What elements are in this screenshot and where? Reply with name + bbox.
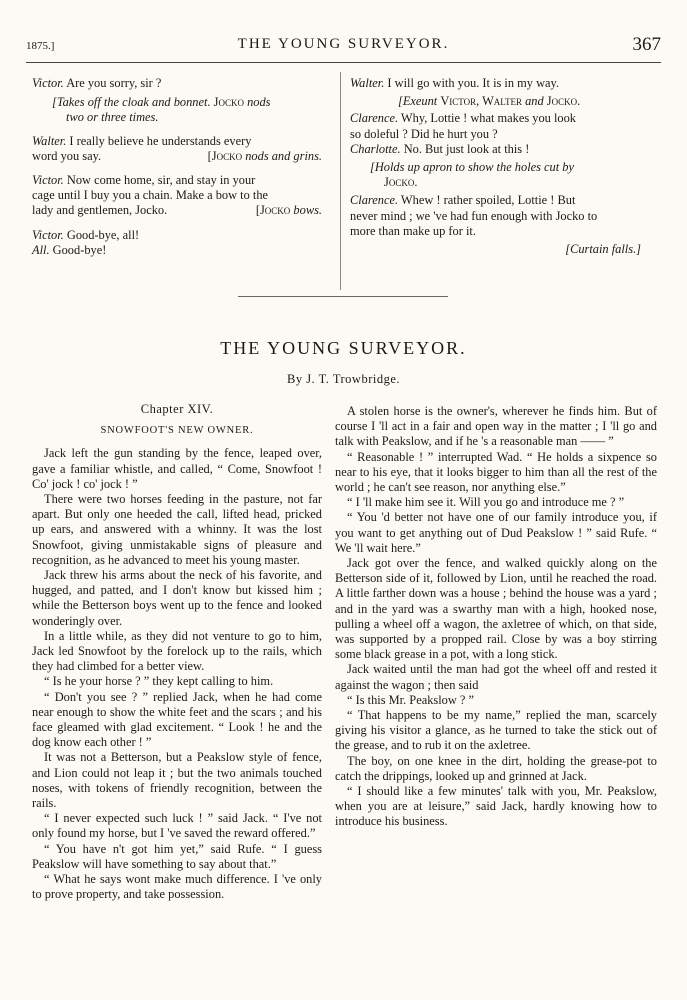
story-paragraph: “ I 'll make him see it. Will you go and introduce me ? ”	[347, 495, 625, 510]
play-line: Walter. I really believe he understands every	[32, 133, 252, 148]
chapter-number: Chapter XIV.	[140, 402, 214, 416]
story-paragraphs-right	[335, 404, 657, 830]
play-line: Walter. I will go with you. It is in my way.	[350, 76, 560, 90]
story-paragraph: “ I never expected such luck ! ” said Jack. “ I've not only found my horse, but I 've saved the reward offered.”	[32, 811, 322, 841]
story-paragraph: In a little while, as they did not venture to go to him, Jack led Snowfoot by the forelock up to the rails, which they had climbed for a better view.	[32, 628, 322, 674]
speaker-name: Clarence.	[350, 111, 399, 126]
play-line: lady and gentlemen, Jocko. [Jocko bows.	[32, 203, 322, 218]
speaker-name: Victor.	[32, 173, 64, 188]
play-line: word you say. [Jocko nods and grins.	[32, 148, 322, 163]
stage-direction: [Takes off the cloak and bonnet. Jocko nods	[52, 95, 271, 110]
speaker-name: Charlotte.	[350, 141, 401, 156]
story-paragraph: Jack threw his arms about the neck of his favorite, and hugged, and patted, and I don't know but kissed him ; while the Betterson boys went up to the fence and looked wonderingly over.	[32, 568, 322, 628]
play-line: Victor. Good-bye, all!	[32, 227, 140, 242]
chapter-subtitle: SNOWFOOT'S NEW OWNER.	[100, 425, 254, 437]
play-column-right	[350, 76, 655, 257]
play-line: more than make up for it.	[350, 223, 476, 238]
story-paragraph: “ You have n't got him yet,” said Rufe. “ I guess Peakslow will have something to say about that.”	[32, 841, 322, 871]
story-paragraph: “ What he says wont make much difference. I 've only to prove property, and take possession.	[32, 872, 322, 902]
story-paragraph: Jack waited until the man had got the wheel off and rested it against the wagon ; then said	[335, 662, 657, 692]
story-column-right	[335, 404, 657, 830]
speaker-name: Clarence.	[350, 193, 399, 208]
play-line: so doleful ? Did he hurt you ?	[350, 126, 498, 141]
story-column-left	[32, 402, 322, 903]
stage-direction: [Holds up apron to show the holes cut by	[370, 160, 574, 175]
speaker-name: Walter.	[32, 133, 67, 148]
stage-direction: [Exeunt Victor, Walter and Jocko.	[398, 94, 581, 109]
play-line: Charlotte. No. But just look at this !	[350, 141, 530, 156]
speaker-name: Walter.	[350, 76, 385, 90]
story-paragraph: The boy, on one knee in the dirt, holding the grease-pot to catch the drippings, looked up and grinned at Jack.	[335, 753, 657, 783]
play-line: All. Good-bye!	[32, 242, 107, 257]
story-paragraph: “ That happens to be my name,” replied the man, scarcely giving his visitor a glance, as he turned to take the stick out of the grease, and to rub it on the axletree.	[335, 708, 657, 753]
header-year: 1875.]	[26, 40, 55, 52]
header-page-number: 367	[632, 34, 661, 55]
stage-direction: Jocko.	[384, 175, 418, 190]
story-paragraph: “ You 'd better not have one of our family introduce you, if you want to get anything out of Dud Peakslow ! ” said Rufe. “ We 'll wait here.”	[335, 510, 657, 555]
article-byline: By J. T. Trowbridge.	[286, 372, 401, 386]
story-paragraph: “ I should like a few minutes' talk with you, Mr. Peakslow, when you are at leisure,” said Jack, hardly knowing how to introduce his business.	[335, 784, 657, 829]
story-paragraph: “ Reasonable ! ” interrupted Wad. “ He holds a sixpence so near to his eye, that it looks bigger to him than all the rest of the world ; he can't see reason, nor anything else.”	[335, 449, 657, 495]
play-line: cage until I buy you a chain. Make a bow to the	[32, 188, 269, 203]
section-separator	[238, 296, 448, 297]
story-paragraph: It was not a Betterson, but a Peakslow style of fence, and Lion could not leap it ; but the two animals touched noses, with tokens of friendly recognition, between the rails.	[32, 750, 322, 811]
play-column-left	[32, 76, 322, 258]
story-paragraph: There were two horses feeding in the pasture, not far apart. But only one heeded the call, lifted head, pricked up ears, and answered with a whinny. It was the lost Snowfoot, giving unmistakable signs of pleasure and recognition, as he advanced to meet his young master.	[32, 492, 322, 567]
story-paragraph: “ Is he your horse ? ” they kept calling to him.	[44, 674, 274, 689]
stage-direction: two or three times.	[66, 110, 159, 125]
story-paragraph: Jack got over the fence, and walked quickly along on the Betterson side of it, followed by Lion, until he reached the road. A little farther down was a house ; behind the house was a yard ; and in the yard was a swarthy man with a high, hooked nose, pulling a wheel off a wagon, the axletree of which, on that side, was supported by a propped rail. Close by was a boy stirring some black grease in a pot, with a long stick.	[335, 556, 657, 662]
play-line: Victor. Are you sorry, sir ?	[32, 76, 162, 90]
speaker-name: Victor.	[32, 76, 64, 90]
story-paragraphs-left	[32, 446, 322, 902]
play-line: Victor. Now come home, sir, and stay in your	[32, 173, 256, 188]
play-line: Clarence. Why, Lottie ! what makes you look	[350, 111, 576, 126]
header-running-title: THE YOUNG SURVEYOR.	[237, 36, 450, 52]
speaker-name: Victor.	[32, 227, 64, 242]
play-line: Clarence. Whew ! rather spoiled, Lottie ! But	[350, 193, 576, 208]
stage-direction: [Curtain falls.]	[565, 242, 641, 257]
story-paragraph: A stolen horse is the owner's, wherever he finds him. But of course I 'll act in a fair and open way in the matter ; I 'll go and talk with Peakslow, and if he 's a reasonable man —— ”	[335, 404, 657, 449]
running-header	[26, 34, 661, 58]
play-line: never mind ; we 've had fun enough with Jocko to	[350, 208, 598, 223]
story-paragraph: Jack left the gun standing by the fence, leaped over, gave a familiar whistle, and called, “ Come, Snowfoot ! Co' jock ! co' jock ! ”	[32, 446, 322, 491]
story-paragraph: “ Is this Mr. Peakslow ? ”	[347, 692, 474, 707]
column-divider	[340, 72, 341, 290]
article-title: THE YOUNG SURVEYOR.	[220, 338, 467, 358]
story-paragraph: “ Don't you see ? ” replied Jack, when he had come near enough to show the white feet and the scars ; and his face gleamed with glad excitement. “ Look ! he and the dog know each other ! ”	[32, 689, 322, 750]
header-rule	[26, 62, 661, 63]
speaker-name: All.	[32, 242, 50, 257]
